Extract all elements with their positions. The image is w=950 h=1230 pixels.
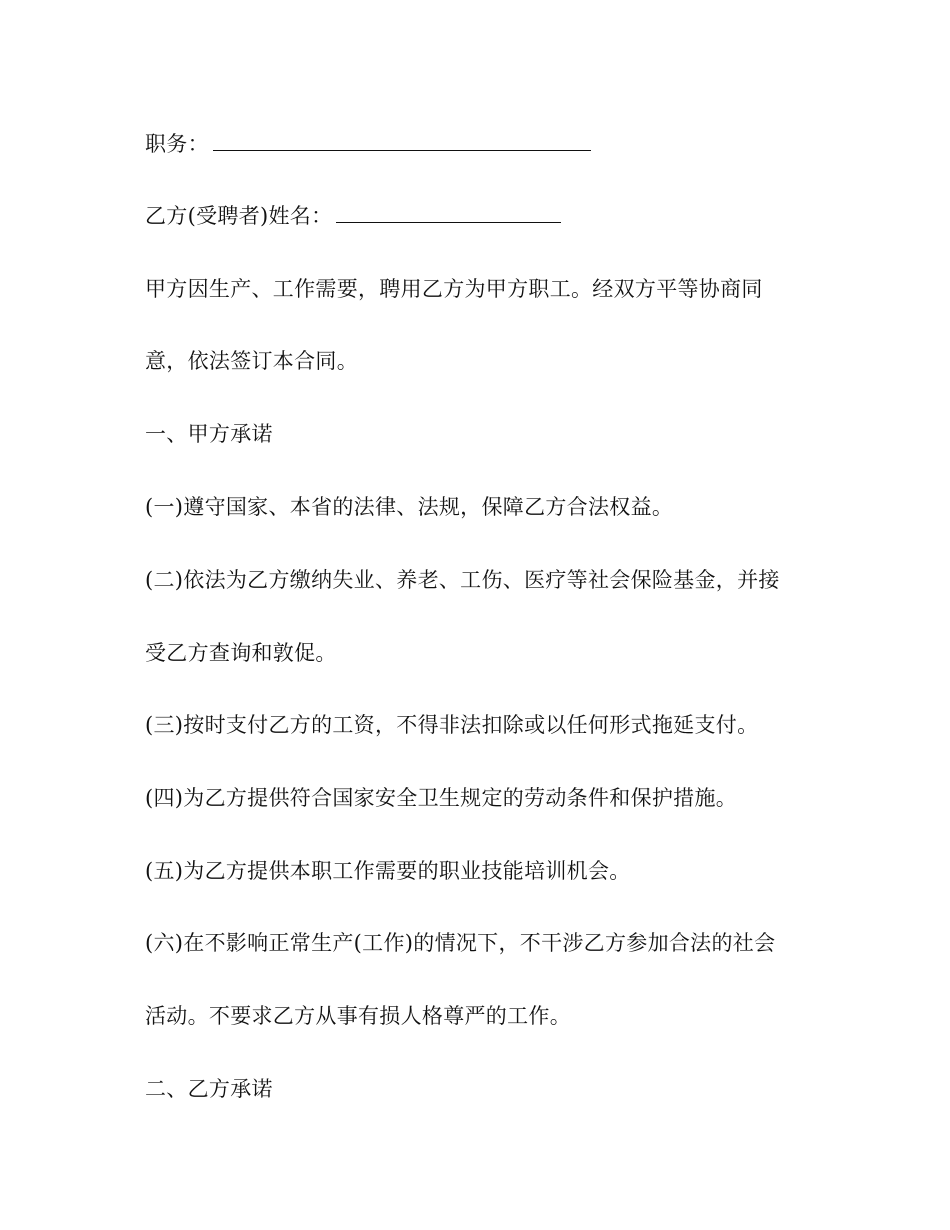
position-label: 职务： [145,132,209,156]
paragraph-line: (六)在不影响正常生产(工作)的情况下，不干涉乙方参加合法的社会 [145,931,776,955]
paragraph-line: (五)为乙方提供本职工作需要的职业技能培训机会。 [145,859,631,883]
paragraph-line: 受乙方查询和敦促。 [145,641,337,665]
position-blank-line [213,130,591,151]
section-heading: 二、乙方承诺 [145,1077,273,1101]
paragraph-line: (一)遵守国家、本省的法律、法规，保障乙方合法权益。 [145,495,674,519]
position-field [145,130,591,158]
party-b-name-blank-line [336,202,561,223]
paragraph-line: 甲方因生产、工作需要，聘用乙方为甲方职工。经双方平等协商同 [145,277,763,301]
paragraph-line: (二)依法为乙方缴纳失业、养老、工伤、医疗等社会保险基金，并接 [145,568,780,592]
paragraph-line: 意，依法签订本合同。 [145,349,358,373]
party-b-name-field [145,202,561,230]
paragraph-line: (三)按时支付乙方的工资，不得非法扣除或以任何形式拖延支付。 [145,713,759,737]
party-b-name-label: 乙方(受聘者)姓名： [145,204,333,228]
paragraph-line: 活动。不要求乙方从事有损人格尊严的工作。 [145,1004,571,1028]
section-heading: 一、甲方承诺 [145,422,273,446]
paragraph-line: (四)为乙方提供符合国家安全卫生规定的劳动条件和保护措施。 [145,786,738,810]
